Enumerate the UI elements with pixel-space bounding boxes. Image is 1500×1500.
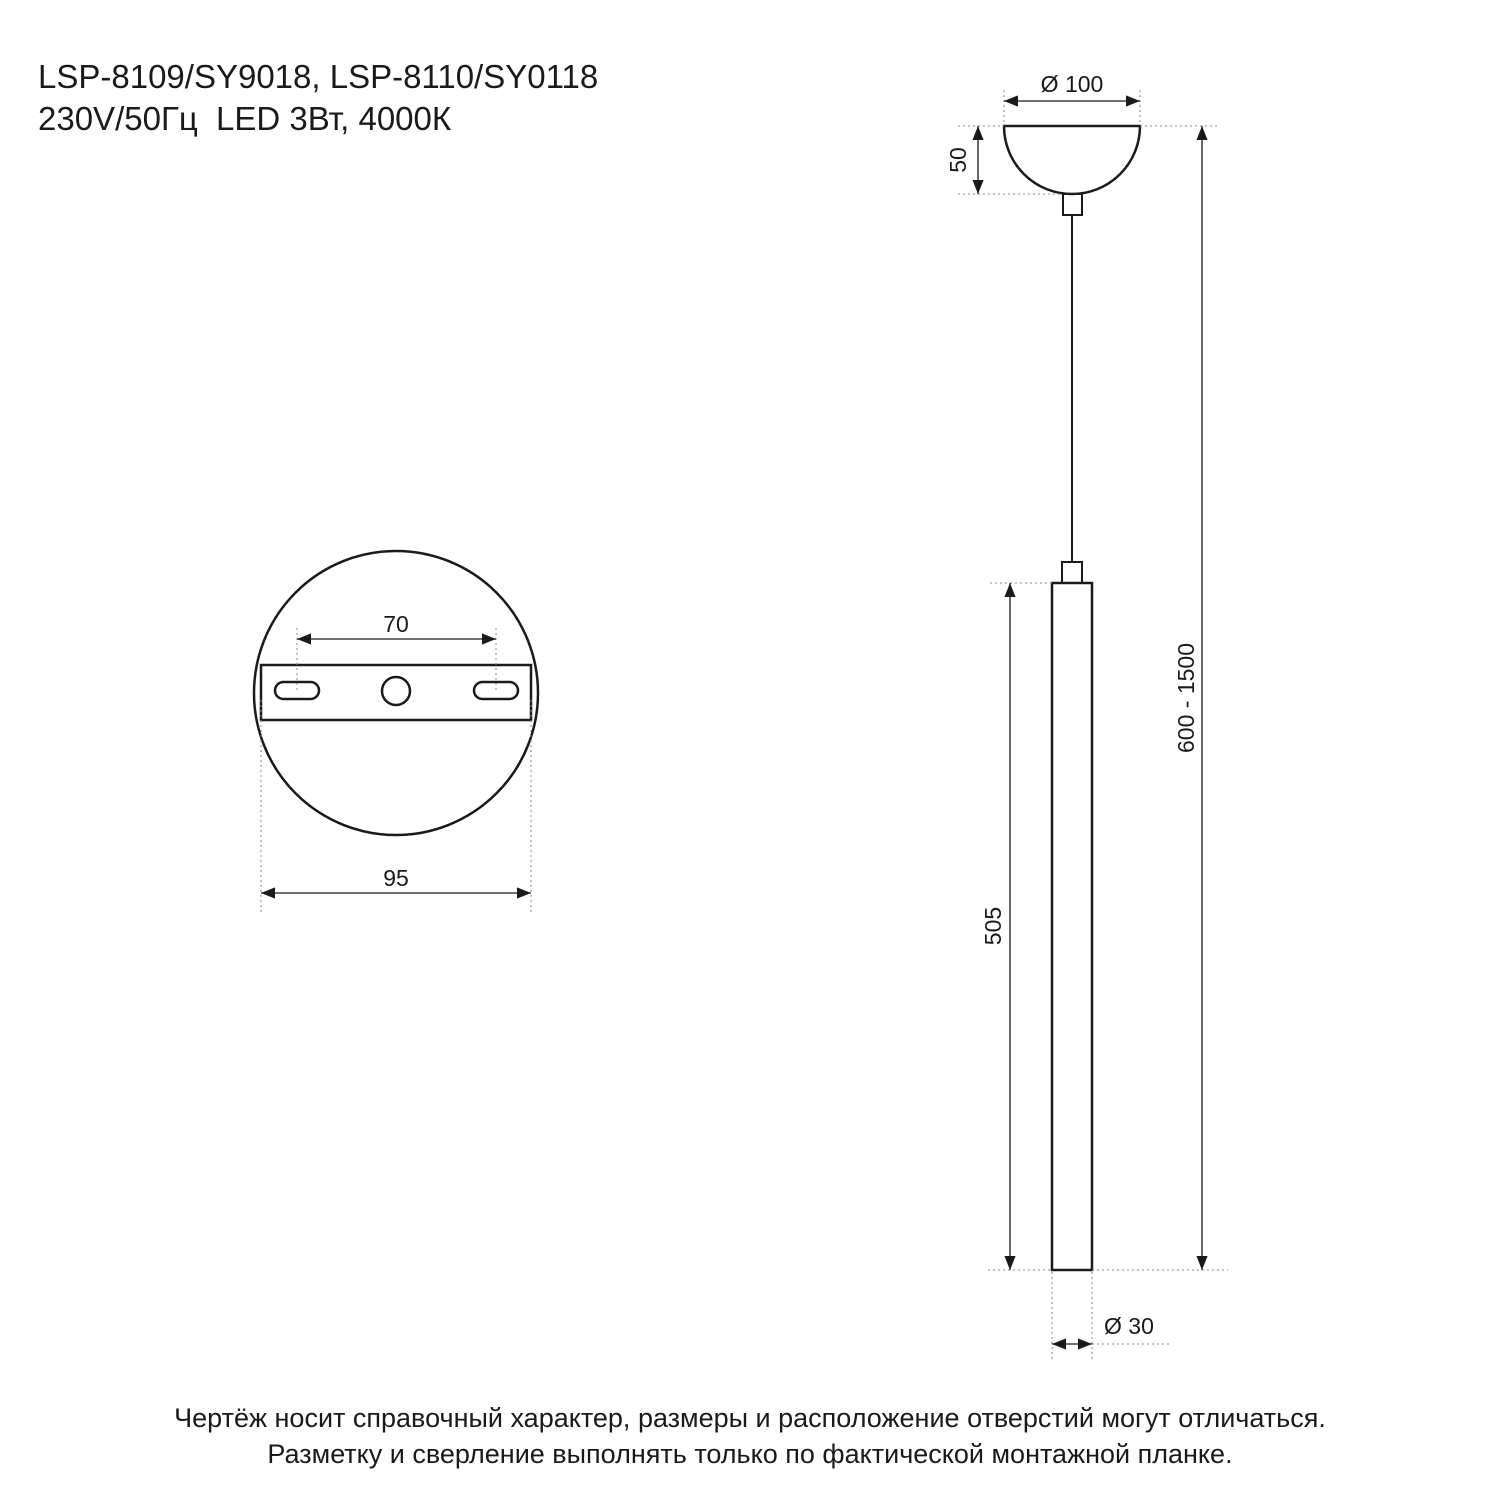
tube-length-dimension xyxy=(980,583,1052,1270)
pendant-side-view xyxy=(945,71,1228,1362)
tube-diameter-dimension xyxy=(1052,1272,1172,1362)
canopy-diameter-dimension xyxy=(1004,71,1140,124)
tube-cable-grip xyxy=(1062,562,1082,583)
tube-diameter-label: Ø 30 xyxy=(1104,1313,1154,1339)
ceiling-canopy xyxy=(1004,126,1140,194)
base-plate-view xyxy=(254,551,538,912)
disclaimer xyxy=(0,1400,1500,1472)
disclaimer-line-1: Чертёж носит справочный характер, размеры и расположение отверстий могут отличаться. xyxy=(174,1403,1326,1433)
total-height-dimension xyxy=(1092,126,1228,1270)
total-height-label: 600 - 1500 xyxy=(1173,643,1199,753)
mounting-bracket xyxy=(261,665,531,720)
canopy-height-label: 50 xyxy=(945,147,971,173)
model-numbers: LSP-8109/SY9018, LSP-8110/SY0118 xyxy=(38,58,599,95)
hole-spacing-label: 70 xyxy=(383,611,409,637)
lamp-tube xyxy=(1052,583,1092,1270)
center-cable-hole xyxy=(382,677,410,705)
base-diameter-label: 95 xyxy=(383,865,409,891)
base-diameter-dimension xyxy=(261,700,531,912)
canopy-cable-grip xyxy=(1063,194,1082,215)
canopy-diameter-label: Ø 100 xyxy=(1040,71,1104,97)
base-plate-outline xyxy=(254,551,538,835)
tube-length-label: 505 xyxy=(980,906,1006,946)
electrical-specs: 230V/50Гц LED 3Вт, 4000К xyxy=(38,100,452,137)
disclaimer-line-2: Разметку и сверление выполнять только по фактической монтажной планке. xyxy=(267,1439,1233,1469)
